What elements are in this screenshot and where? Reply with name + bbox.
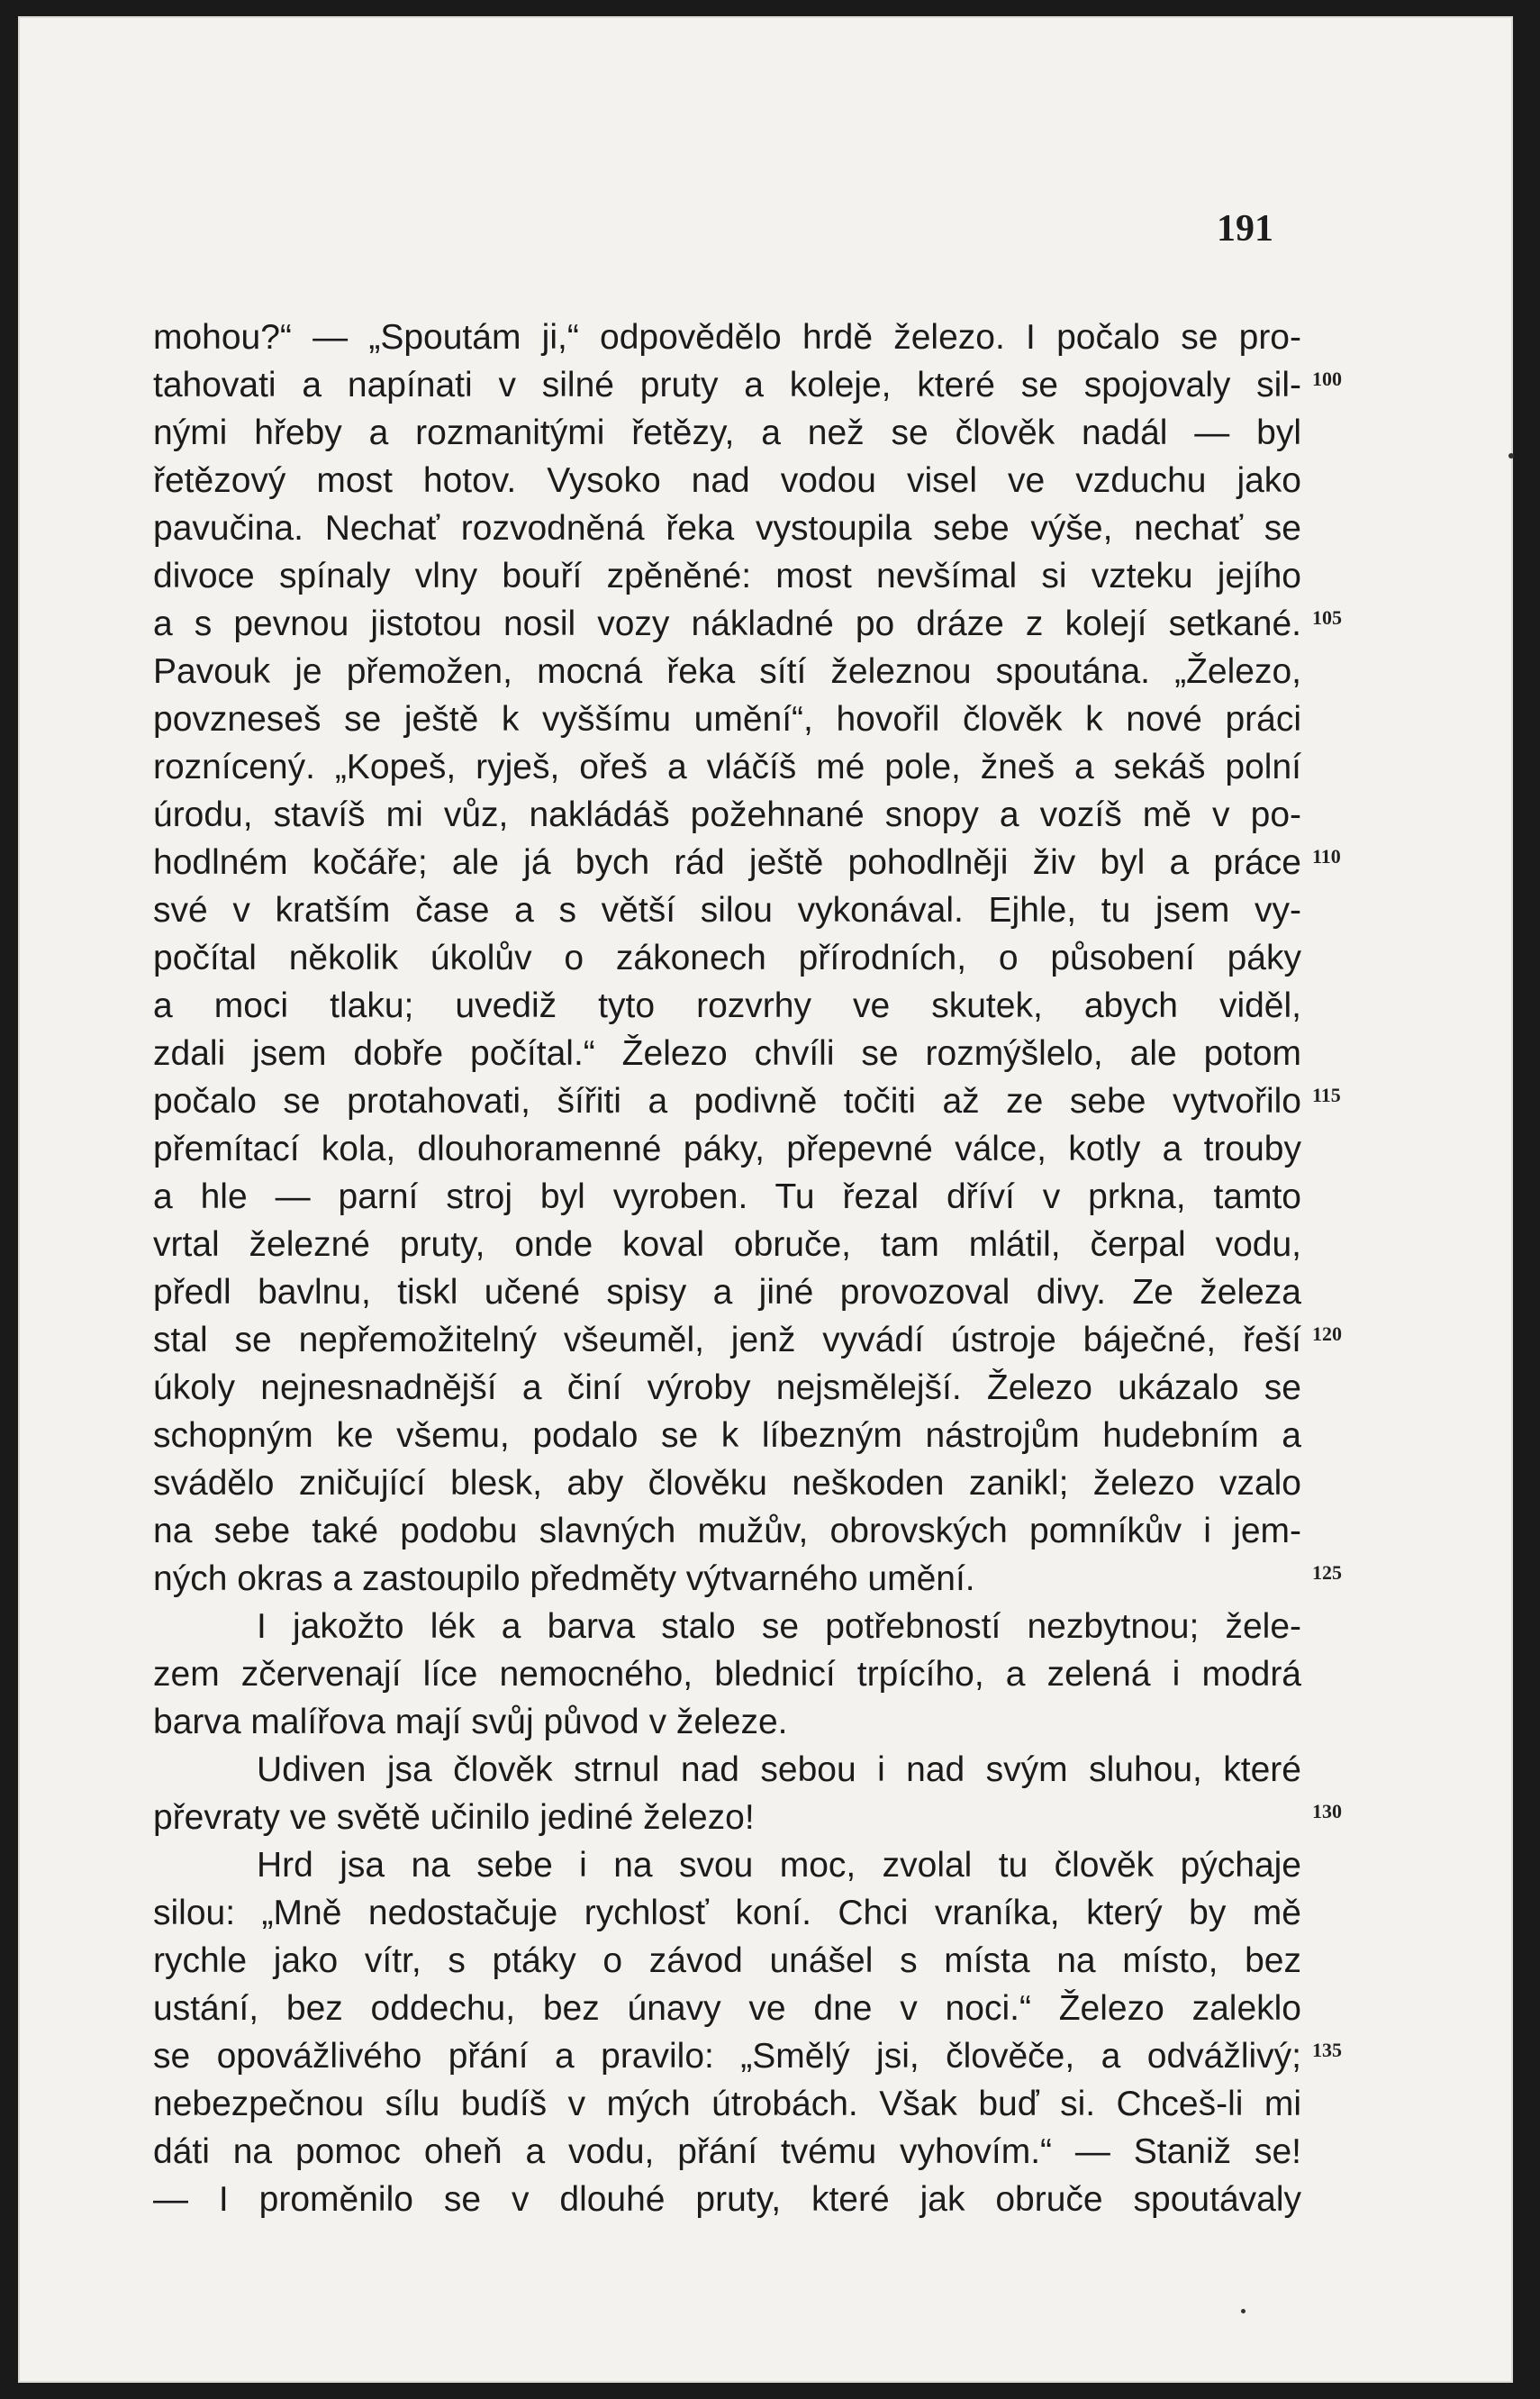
- text-line: zem zčervenají líce nemocného, blednicí trpícího, a zelená i modrá: [153, 1655, 1301, 1694]
- text-line: a s pevnou jistotou nosil vozy nákladné po dráze z kolejí setkané. 105: [153, 600, 1301, 648]
- text-line: divoce spínaly vlny bouří zpěněné: most nevšímal si vzteku jejího: [153, 557, 1301, 595]
- text-line: počítal několik úkolův o zákonech přírodních, o působení páky: [153, 939, 1301, 977]
- line-number: 115: [1312, 1084, 1341, 1106]
- print-speck: [1508, 453, 1514, 459]
- text-line: vrtal železné pruty, onde koval obruče, tam mlátil, čerpal vodu,: [153, 1225, 1301, 1264]
- text-line: — I proměnilo se v dlouhé pruty, které jak obruče spoutávaly: [153, 2180, 1301, 2219]
- text-line: nebezpečnou sílu budíš v mých útrobách. Však buď si. Chceš-li mi: [153, 2085, 1301, 2123]
- text-line: zdali jsem dobře počítal.“ Železo chvíli se rozmýšlelo, ale potom: [153, 1034, 1301, 1073]
- text-line: ných okras a zastoupilo předměty výtvarného umění. 125: [153, 1555, 1301, 1603]
- text-line: a moci tlaku; uvediž tyto rozvrhy ve skutek, abych viděl,: [153, 986, 1301, 1025]
- page-number: 191: [1217, 208, 1273, 250]
- text-line: přemítací kola, dlouhoramenné páky, přepevné válce, kotly a trouby: [153, 1130, 1301, 1168]
- line-number: 110: [1312, 845, 1341, 868]
- text-line: a hle — parní stroj byl vyroben. Tu řezal dříví v prkna, tamto: [153, 1177, 1301, 1216]
- text-line: pavučina. Nechať rozvodněná řeka vystoupila sebe výše, nechať se: [153, 509, 1301, 548]
- text-line: na sebe také podobu slavných mužův, obrovských pomníkův i jem-: [153, 1512, 1301, 1550]
- text-line: Hrd jsa na sebe i na svou moc, zvolal tu člověk pýchaje: [257, 1846, 1301, 1885]
- print-speck: [1241, 2309, 1246, 2313]
- text-line: se opovážlivého přání a pravilo: „Smělý jsi, člověče, a odvážlivý; 135: [153, 2032, 1301, 2080]
- text-line: své v kratším čase a s větší silou vykonával. Ejhle, tu jsem vy-: [153, 891, 1301, 930]
- text-line: tahovati a napínati v silné pruty a koleje, které se spojovaly sil- 100: [153, 361, 1301, 409]
- line-number: 105: [1312, 606, 1342, 629]
- text-line: svádělo zničující blesk, aby člověku neškoden zanikl; železo vzalo: [153, 1464, 1301, 1503]
- text-line: povzneseš se ještě k vyššímu umění“, hovořil člověk k nové práci: [153, 700, 1301, 739]
- line-number: 125: [1312, 1561, 1342, 1584]
- text-line: hodlném kočáře; ale já bych rád ještě pohodlněji živ byl a práce 110: [153, 839, 1301, 886]
- text-line: rychle jako vítr, s ptáky o závod unášel s místa na místo, bez: [153, 1941, 1301, 1980]
- book-page: [18, 16, 1513, 2383]
- line-number: 130: [1312, 1800, 1342, 1822]
- text-line: Pavouk je přemožen, mocná řeka sítí železnou spoutána. „Železo,: [153, 652, 1301, 691]
- text-line: nými hřeby a rozmanitými řetězy, a než se člověk nadál — byl: [153, 413, 1301, 452]
- text-line: dáti na pomoc oheň a vodu, přání tvému vyhovím.“ — Staniž se!: [153, 2132, 1301, 2171]
- text-line: ustání, bez oddechu, bez únavy ve dne v noci.“ Železo zaleklo: [153, 1989, 1301, 2028]
- text-line: úkoly nejnesnadnější a činí výroby nejsmělejší. Železo ukázalo se: [153, 1368, 1301, 1407]
- text-line: silou: „Mně nedostačuje rychlosť koní. Chci vraníka, který by mě: [153, 1894, 1301, 1932]
- body-text: [153, 314, 1342, 2223]
- text-line: úrodu, stavíš mi vůz, nakládáš požehnané snopy a vozíš mě v po-: [153, 795, 1301, 834]
- text-line: barva malířova mají svůj původ v železe.: [153, 1703, 788, 1741]
- text-line: stal se nepřemožitelný všeuměl, jenž vyvádí ústroje báječné, řeší 120: [153, 1316, 1301, 1364]
- text-line: řetězový most hotov. Vysoko nad vodou visel ve vzduchu jako: [153, 461, 1301, 500]
- text-line: schopným ke všemu, podalo se k líbezným nástrojům hudebním a: [153, 1416, 1301, 1455]
- line-number: 120: [1312, 1322, 1342, 1345]
- text-line: předl bavlnu, tiskl učené spisy a jiné provozoval divy. Ze železa: [153, 1273, 1301, 1312]
- text-line: mohou?“ — „Spoutám ji,“ odpovědělo hrdě železo. I počalo se pro-: [153, 318, 1301, 357]
- line-number: 135: [1312, 2039, 1342, 2061]
- text-line: počalo se protahovati, šířiti a podivně točiti až ze sebe vytvořilo 115: [153, 1077, 1301, 1125]
- text-line: I jakožto lék a barva stalo se potřebností nezbytnou; žele-: [257, 1607, 1301, 1646]
- text-line: Udiven jsa člověk strnul nad sebou i nad svým sluhou, které: [257, 1750, 1301, 1789]
- text-line: roznícený. „Kopeš, ryješ, ořeš a vláčíš mé pole, žneš a sekáš polní: [153, 748, 1301, 786]
- text-line: převraty ve světě učinilo jediné železo! 130: [153, 1794, 1301, 1841]
- line-number: 100: [1312, 368, 1342, 390]
